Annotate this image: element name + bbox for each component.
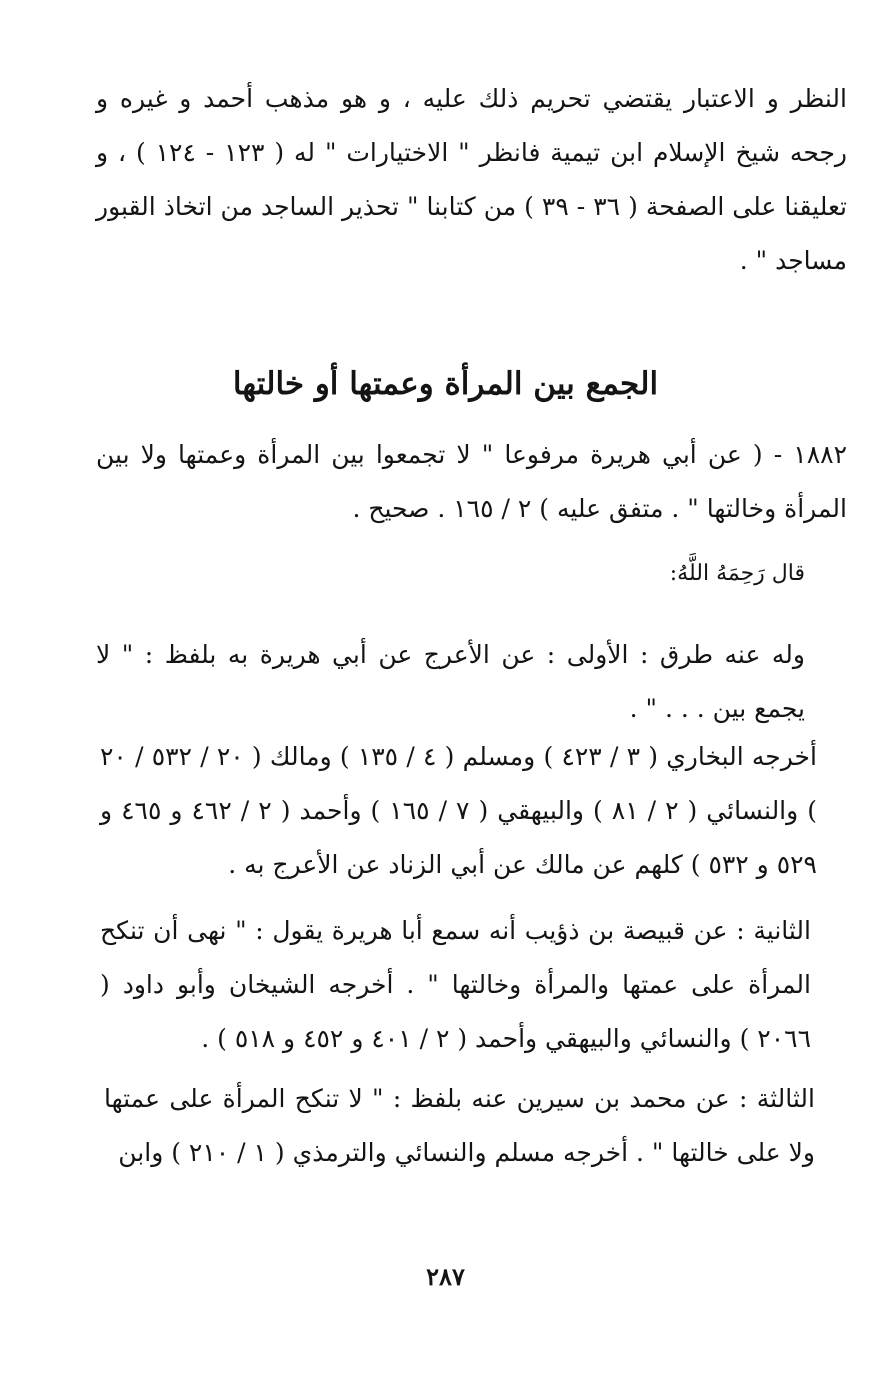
intro-paragraph: النظر و الاعتبار يقتضي تحريم ذلك عليه ، و هو مذهب أحمد و غيره و رجحه شيخ الإسلام ابن تيمية فانظر " الاختيارات " له ( ١٢٣ - ١٢٤ ) ، و تعليقنا على الصفحة ( ٣٦ - ٣٩ ) من كتابنا " تحذير الساجد من اتخاذ القبور مساجد " .	[96, 84, 847, 275]
page-number: ٢٨٧	[426, 1262, 465, 1291]
hadith-paragraph: ١٨٨٢ - ( عن أبي هريرة مرفوعا " لا تجمعوا بين المرأة وعمتها ولا بين المرأة وخالتها " . متفق عليه ) ٢ / ١٦٥ . صحيح .	[96, 440, 847, 523]
second-path-paragraph: الثانية : عن قبيصة بن ذؤيب أنه سمع أبا هريرة يقول : " نهى أن تنكح المرأة على عمتها والمرأة وخالتها " . أخرجه الشيخان وأبو داود ( ٢٠٦٦ ) والنسائي والبيهقي وأحمد ( ٢ / ٤٠١ و ٤٥٢ و ٥١٨ ) .	[100, 916, 811, 1053]
section-heading: الجمع بين المرأة وعمتها أو خالتها	[232, 366, 659, 402]
qala-label: قال رَحِمَهُ اللَّهُ:	[669, 561, 805, 586]
third-path-paragraph: الثالثة : عن محمد بن سيرين عنه بلفظ : " لا تنكح المرأة على عمتها ولا على خالتها " . أخرجه مسلم والنسائي والترمذي ( ١ / ٢١٠ ) وابن	[104, 1084, 815, 1167]
first-path-paragraph: وله عنه طرق : الأولى : عن الأعرج عن أبي هريرة به بلفظ : " لا يجمع بين . . . " .	[96, 640, 805, 723]
takhrij-paragraph: أخرجه البخاري ( ٣ / ٤٢٣ ) ومسلم ( ٤ / ١٣٥ ) ومالك ( ٢٠ / ٥٣٢ / ٢٠ ) والنسائي ( ٢ / ٨١ ) والبيهقي ( ٧ / ١٦٥ ) وأحمد ( ٢ / ٤٦٢ و ٤٦٥ و ٥٢٩ و ٥٣٢ ) كلهم عن مالك عن أبي الزناد عن الأعرج به .	[100, 742, 817, 879]
